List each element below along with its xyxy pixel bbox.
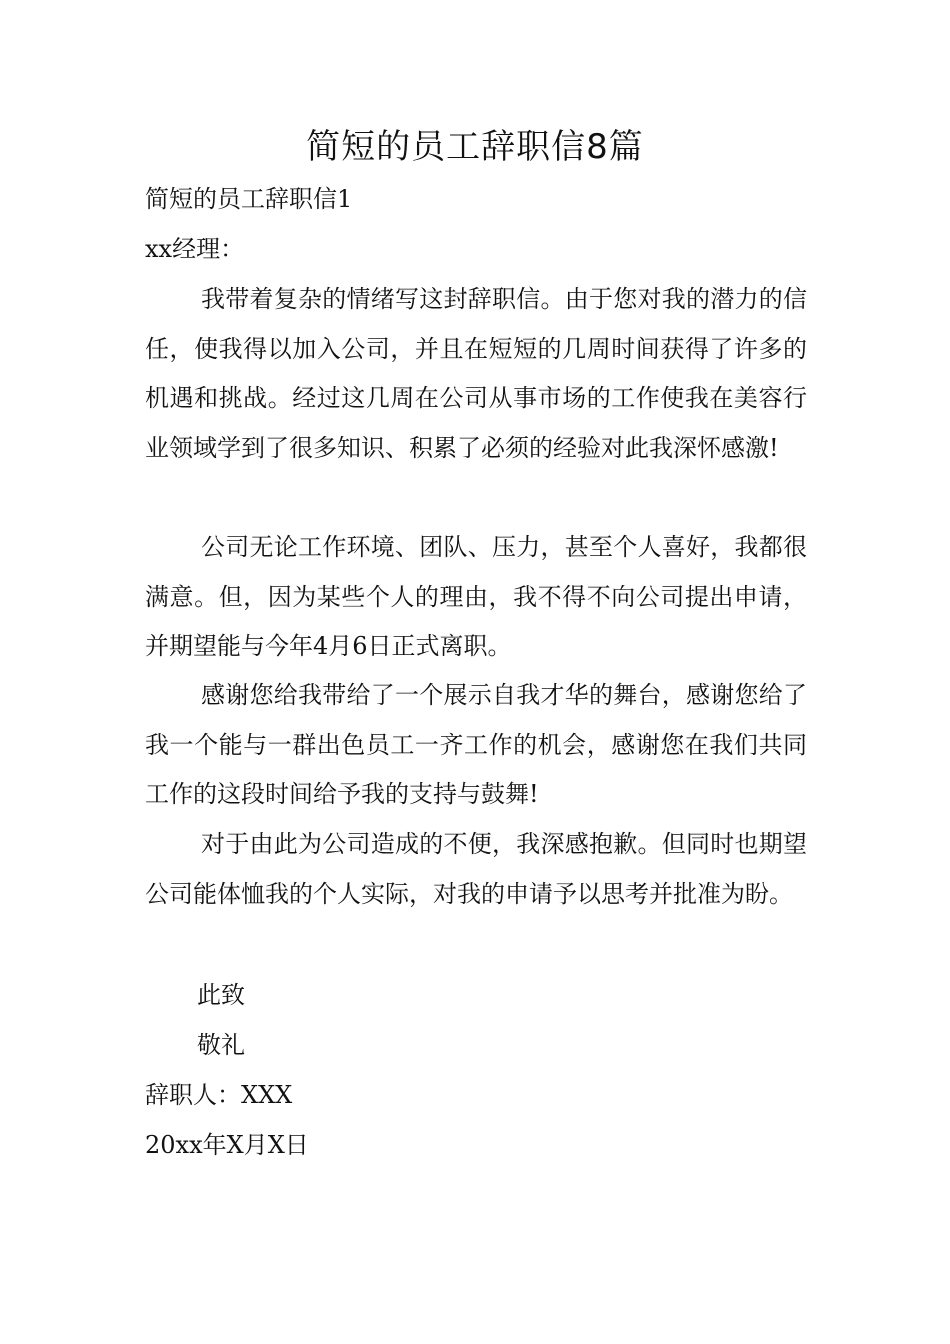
salutation: xx经理：	[145, 235, 245, 263]
section-heading: 简短的员工辞职信1	[145, 185, 353, 213]
paragraph-2: 公司无论工作环境、团队、压力，甚至个人喜好，我都很满意。但，因为某些个人的理由，我不得不向公司提出申请，并期望能与今年4月6日正式离职。	[145, 533, 807, 660]
signature-line: 辞职人：XXX	[145, 1081, 293, 1109]
date-line: 20xx年X月X日	[145, 1131, 309, 1159]
paragraph-3: 感谢您给我带给了一个展示自我才华的舞台，感谢您给了我一个能与一群出色员工一齐工作的机会，感谢您在我们共同工作的这段时间给予我的支持与鼓舞!	[145, 681, 807, 808]
paragraph-1: 我带着复杂的情绪写这封辞职信。由于您对我的潜力的信任，使我得以加入公司，并且在短短的几周时间获得了许多的机遇和挑战。经过这几周在公司从事市场的工作使我在美容行业领域学到了很多知识、积累了必须的经验对此我深怀感激!	[145, 285, 807, 462]
document-title: 简短的员工辞职信8篇	[306, 127, 644, 167]
closing-salute: 敬礼	[197, 1031, 245, 1059]
paragraph-4: 对于由此为公司造成的不便，我深感抱歉。但同时也期望公司能体恤我的个人实际，对我的申请予以思考并批准为盼。	[145, 830, 807, 908]
closing-greeting: 此致	[197, 981, 245, 1009]
